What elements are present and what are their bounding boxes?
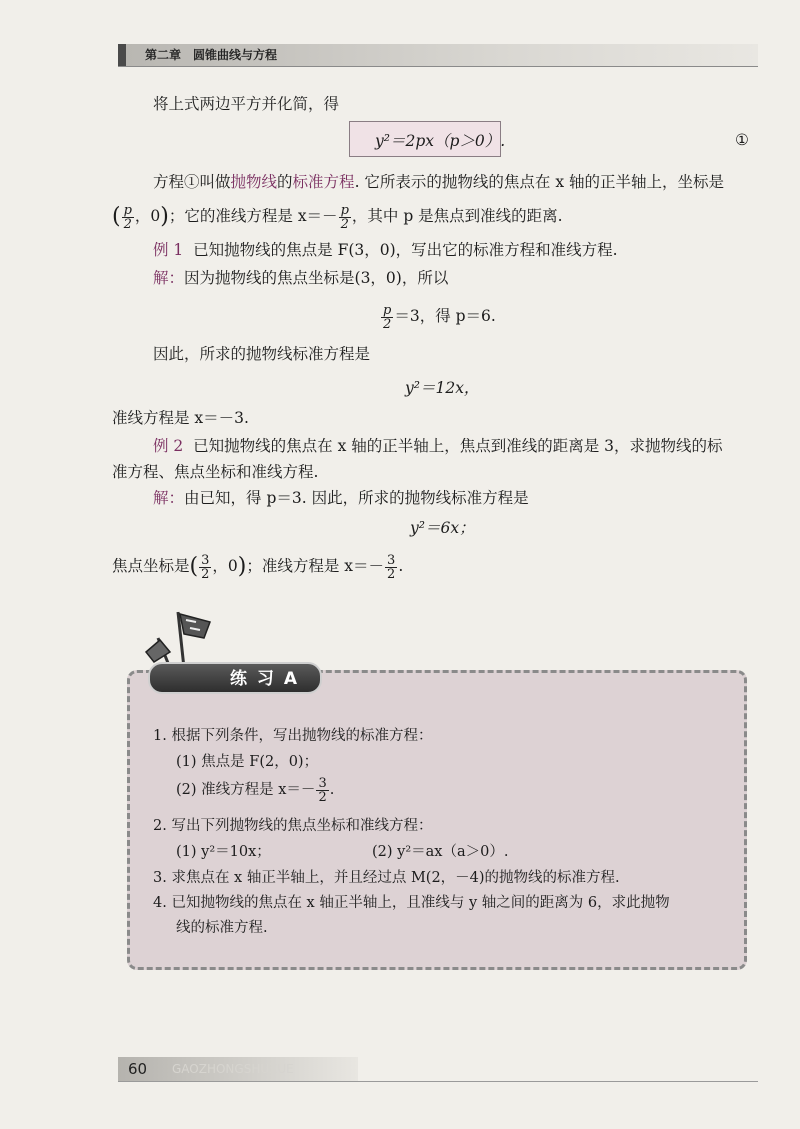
text-fragment: . [398,557,404,575]
solution-1-label: 解： [153,269,185,287]
equation-marker: ① [735,131,749,149]
solution-1-line-2: 因此，所求的抛物线标准方程是 [153,345,371,363]
denominator: 2 [201,566,210,582]
solution-1 [153,268,448,288]
example-2-text: 已知抛物线的焦点在 x 轴的正半轴上，焦点到准线的距离是 3，求抛物线的标 [193,437,723,455]
exercise-q4-line-2: 线的标准方程. [176,920,268,936]
fraction-p-over-2 [339,204,351,231]
chapter-title: 第二章 圆锥曲线与方程 [145,48,278,62]
solution-1-equation [380,302,496,331]
equation-1: y²＝2px（p＞0）. [375,132,506,150]
text-line-2 [153,172,724,192]
denominator: 2 [318,789,327,805]
text-fragment: . [329,782,335,798]
numerator: p [340,202,349,218]
solution-2-line-2 [112,552,403,581]
solution-1-text: 因为抛物线的焦点坐标是(3，0)，所以 [184,269,449,287]
fraction-3-over-2 [385,554,397,581]
exercise-q4: 4. 已知抛物线的焦点在 x 轴正半轴上，且准线与 y 轴之间的距离为 6，求此抛物 [153,895,670,911]
exercise-q1b [176,776,334,804]
fraction-p-over-2 [381,304,393,331]
example-1-text: 已知抛物线的焦点是 F(3，0)，写出它的标准方程和准线方程. [193,241,618,259]
paren-open: ( [189,554,199,579]
text-fragment: ；准线方程是 x＝－ [246,557,385,575]
example-1 [153,240,618,260]
paren-close: ) [237,554,247,579]
denominator: 2 [123,216,132,232]
denominator: 2 [383,316,392,332]
footer-rule [118,1081,758,1082]
example-2 [153,436,723,456]
exercise-q2: 2. 写出下列抛物线的焦点坐标和准线方程： [153,818,433,834]
solution-2-text: 由已知，得 p＝3. 因此，所求的抛物线标准方程是 [184,489,529,507]
text-line-1: 将上式两边平方并化简，得 [153,95,340,113]
fraction-3-over-2 [316,777,328,804]
solution-1-equation-2: y²＝12x， [405,379,480,397]
exercise-q2b: (2) y²＝ax（a＞0）. [372,844,509,860]
header-rule [118,66,758,67]
page-number: 60 [128,1060,148,1078]
text-fragment: 的 [277,173,293,191]
solution-2 [153,488,529,508]
solution-2-equation: y²＝6x； [410,519,475,537]
text-fragment: ，0 [212,557,238,575]
fraction-p-over-2 [122,204,134,231]
example-2-label: 例 2 [153,437,184,455]
numerator: 3 [201,552,210,568]
text-line-3 [112,202,563,231]
numerator: 3 [387,552,396,568]
solution-1-line-3: 准线方程是 x＝－3. [112,409,249,427]
text-fragment: (2) 准线方程是 x＝－ [176,782,316,798]
exercise-q1a: (1) 焦点是 F(2，0)； [176,754,319,770]
exercise-q2a: (1) y²＝10x； [176,844,271,860]
exercise-q1: 1. 根据下列条件，写出抛物线的标准方程： [153,728,433,744]
example-2-line-2: 准方程、焦点坐标和准线方程. [112,463,319,481]
term-standard-equation: 标准方程 [292,173,355,191]
exercise-q3: 3. 求焦点在 x 轴正半轴上，并且经过点 M(2，－4)的抛物线的标准方程. [153,870,620,886]
text-fragment: ；它的准线方程是 x＝－ [168,207,338,225]
equation-text: ＝3，得 p＝6. [394,307,496,325]
numerator: p [383,302,392,318]
footer-text: GAOZHONGSHUXUE [172,1062,294,1076]
numerator: p [123,202,132,218]
text-fragment: . 它所表示的抛物线的焦点在 x 轴的正半轴上，坐标是 [354,173,725,191]
paren-open: ( [112,204,121,229]
example-1-label: 例 1 [153,241,184,259]
term-parabola: 抛物线 [230,173,278,191]
denominator: 2 [387,566,396,582]
exercise-title: 练 习 A [230,669,299,689]
paren-close: ) [160,204,169,229]
text-fragment: ，其中 p 是焦点到准线的距离. [351,207,563,225]
text-fragment: ，0 [134,207,161,225]
fraction-3-over-2 [199,554,211,581]
text-fragment: 方程①叫做 [153,173,231,191]
denominator: 2 [340,216,349,232]
numerator: 3 [318,775,327,791]
solution-2-label: 解： [153,489,185,507]
text-fragment: 焦点坐标是 [112,557,190,575]
